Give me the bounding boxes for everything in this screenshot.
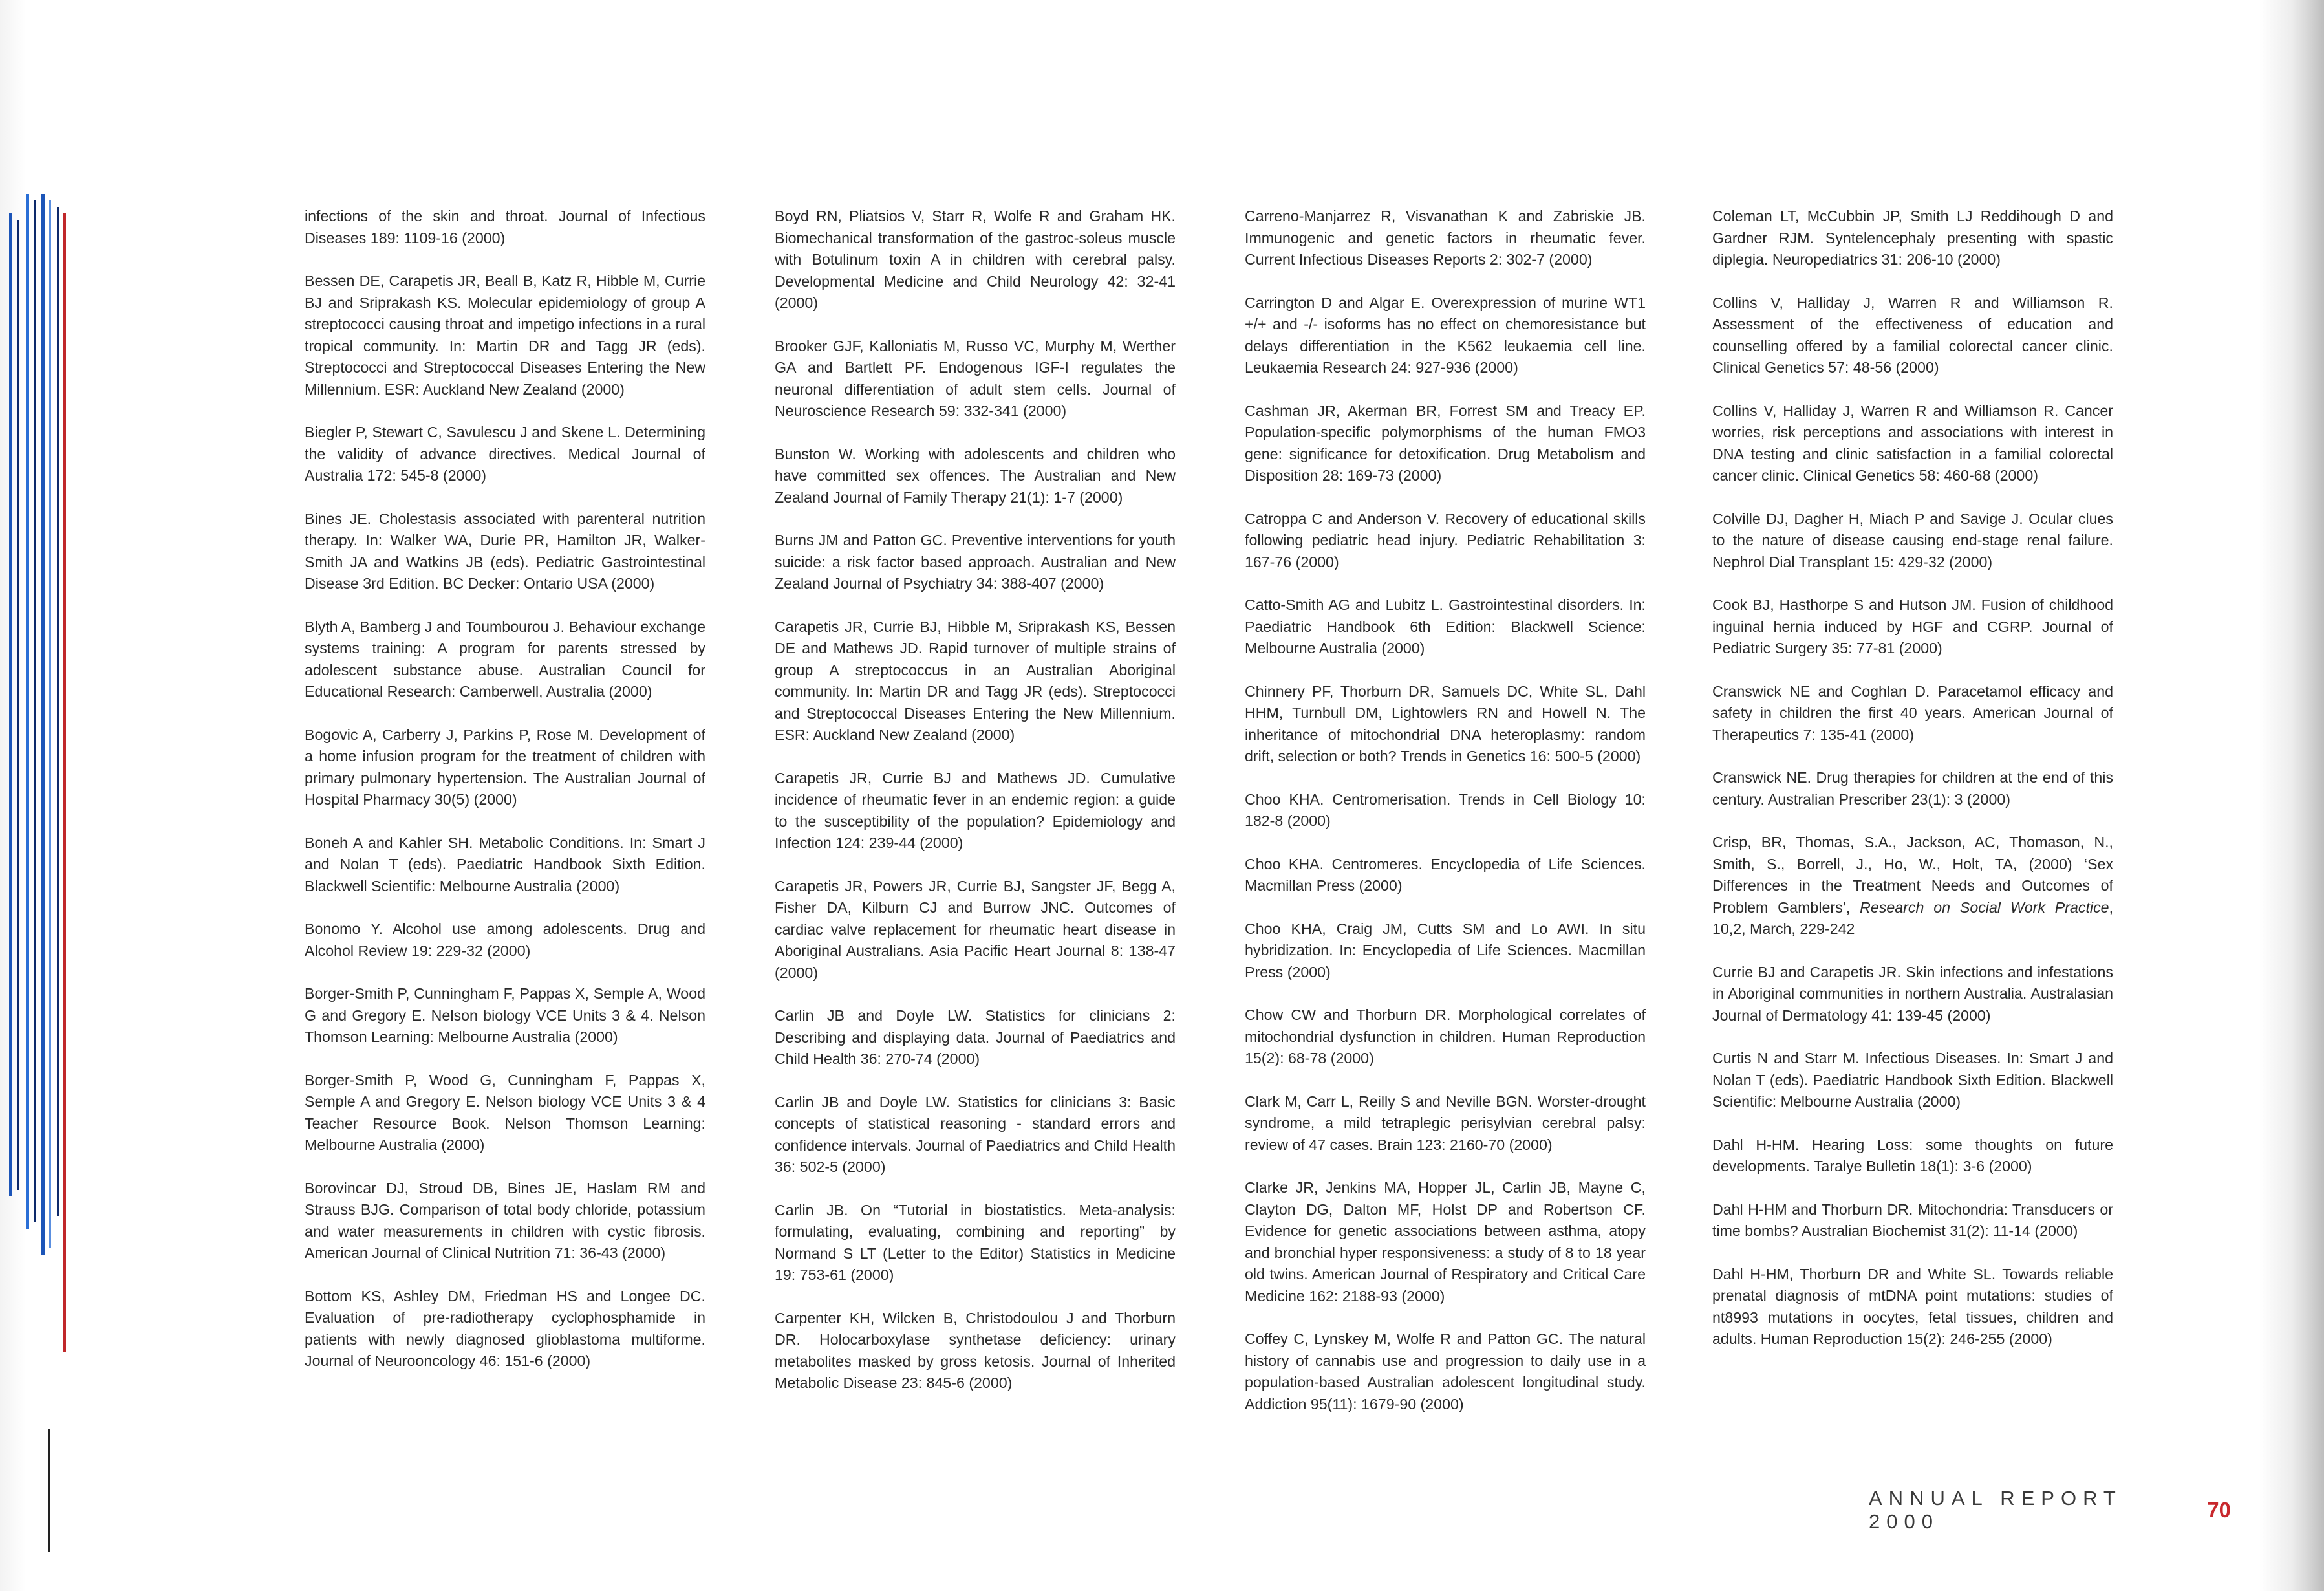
reference-entry: Carlin JB and Doyle LW. Statistics for clinicians 2: Describing and displaying data. Journal of Paediatrics and Child Health 36: 270-74 (2000) xyxy=(775,1007,1176,1067)
reference-entry: infections of the skin and throat. Journal of Infectious Diseases 189: 1109-16 (2000) xyxy=(305,208,705,246)
reference-entry: Bunston W. Working with adolescents and children who have committed sex offences. The Australian and New Zealand Journal of Family Therapy 21(1): 1-7 (2000) xyxy=(775,445,1176,506)
binding-stripe xyxy=(48,1429,50,1552)
reference-entry: Choo KHA, Craig JM, Cutts SM and Lo AWI. In situ hybridization. In: Encyclopedia of Life Sciences. Macmillan Press (2000) xyxy=(1245,920,1646,980)
references-column-4 xyxy=(1712,206,2113,1372)
reference-text: Crisp, BR, Thomas, S.A., Jackson, AC, Thomason, N., Smith, S., Borrell, J., Ho, W., Holt, TA, (2000) ‘Sex Differences in the Treatment Needs and Outcomes of Problem Gamblers’, xyxy=(1712,834,2113,916)
reference-entry: Collins V, Halliday J, Warren R and Williamson R. Assessment of the effectiveness of education and counselling offered by a familial colorectal cancer clinic. Clinical Genetics 57: 48-56 (2000) xyxy=(1712,294,2113,376)
binding-stripe xyxy=(49,200,51,1248)
binding-edge xyxy=(0,0,71,1591)
reference-entry: Burns JM and Patton GC. Preventive interventions for youth suicide: a risk factor based approach. Australian and New Zealand Journal of Psychiatry 34: 388-407 (2000) xyxy=(775,532,1176,592)
reference-entry: Borger-Smith P, Cunningham F, Pappas X, Semple A, Wood G and Gregory E. Nelson biology VCE Units 3 & 4. Nelson Thomson Learning: Melbourne Australia (2000) xyxy=(305,985,705,1045)
reference-entry: Cranswick NE. Drug therapies for children at the end of this century. Australian Prescriber 23(1): 3 (2000) xyxy=(1712,769,2113,808)
page-footer xyxy=(1869,1488,2231,1533)
binding-stripe xyxy=(63,213,66,1352)
binding-stripe xyxy=(26,194,29,1229)
references-column-3 xyxy=(1245,206,1646,1436)
reference-entry xyxy=(1712,832,2113,940)
reference-entry: Bessen DE, Carapetis JR, Beall B, Katz R, Hibble M, Currie BJ and Sriprakash KS. Molecular epidemiology of group A streptococci causing throat and impetigo infections in a rural tropical community. In: Martin DR and Tagg JR (eds). Streptococci and Streptococcal Diseases Entering the New Millennium. ESR: Auckland New Zealand (2000) xyxy=(305,272,705,398)
reference-entry: Bogovic A, Carberry J, Parkins P, Rose M. Development of a home infusion program for the treatment of children with primary pulmonary hypertension. The Australian Journal of Hospital Pharmacy 30(5) (2000) xyxy=(305,726,705,808)
reference-entry: Choo KHA. Centromeres. Encyclopedia of Life Sciences. Macmillan Press (2000) xyxy=(1245,855,1646,894)
reference-entry: Borger-Smith P, Wood G, Cunningham F, Pappas X, Semple A and Gregory E. Nelson biology VCE Units 3 & 4 Teacher Resource Book. Nelson Thomson Learning: Melbourne Australia (2000) xyxy=(305,1071,705,1153)
reference-entry: Carreno-Manjarrez R, Visvanathan K and Zabriskie JB. Immunogenic and genetic factors in rheumatic fever. Current Infectious Diseases Reports 2: 302-7 (2000) xyxy=(1245,208,1646,268)
binding-stripe xyxy=(41,194,45,1255)
binding-stripe xyxy=(57,207,59,1216)
reference-entry: Bottom KS, Ashley DM, Friedman HS and Longee DC. Evaluation of pre-radiotherapy cyclophosphamide in patients with newly diagnosed glioblastoma multiforme. Journal of Neurooncology 46: 151-6 (2000) xyxy=(305,1287,705,1369)
binding-stripe xyxy=(9,213,12,1196)
journal-title: Research on Social Work Practice xyxy=(1860,898,2109,916)
reference-entry: Bonomo Y. Alcohol use among adolescents. Drug and Alcohol Review 19: 229-32 (2000) xyxy=(305,920,705,959)
binding-stripe xyxy=(34,200,36,1222)
reference-entry: Carapetis JR, Currie BJ and Mathews JD. Cumulative incidence of rheumatic fever in an endemic region: a guide to the susceptibility of the population? Epidemiology and Infection 124: 239-44 (2000) xyxy=(775,769,1176,851)
reference-entry: Carlin JB and Doyle LW. Statistics for clinicians 3: Basic concepts of statistical reasoning - standard errors and confidence intervals. Journal of Paediatrics and Child Health 36: 502-5 (2000) xyxy=(775,1093,1176,1175)
reference-entry: Collins V, Halliday J, Warren R and Williamson R. Cancer worries, risk perceptions and associations with interest in DNA testing and clinic satisfaction in a familial colorectal cancer clinic. Clinical Genetics 58: 460-68 (2000) xyxy=(1712,402,2113,484)
reference-entry: Carapetis JR, Currie BJ, Hibble M, Sriprakash KS, Bessen DE and Mathews JD. Rapid turnover of multiple strains of group A streptococcus in an Australian Aboriginal community. In: Martin DR and Tagg JR (eds). Streptococci and Streptococcal Diseases Entering the New Millennium. ESR: Auckland New Zealand (2000) xyxy=(775,618,1176,743)
binding-shadow xyxy=(0,0,26,1591)
reference-tail: , 10,2, March, 229-242 xyxy=(1712,898,2114,937)
reference-entry: Blyth A, Bamberg J and Toumbourou J. Behaviour exchange systems training: A program for parents stressed by adolescent substance abuse. Australian Council for Educational Research: Camberwell, Australia (2000) xyxy=(305,618,705,700)
references-column-1 xyxy=(305,206,705,1394)
reference-entry: Clarke JR, Jenkins MA, Hopper JL, Carlin JB, Mayne C, Clayton DG, Dalton MF, Holst DP and Robertson CF. Evidence for genetic associations between asthma, atopy and bronchial hyper responsiveness: a study of 8 to 18 year old twins. American Journal of Respiratory and Critical Care Medicine 162: 2188-93 (2000) xyxy=(1245,1179,1646,1304)
reference-entry: Colville DJ, Dagher H, Miach P and Savige J. Ocular clues to the nature of disease causing end-stage renal failure. Nephrol Dial Transplant 15: 429-32 (2000) xyxy=(1712,510,2113,570)
reference-entry: Carpenter KH, Wilcken B, Christodoulou J and Thorburn DR. Holocarboxylase synthetase deficiency: urinary metabolites masked by gross ketosis. Journal of Inherited Metabolic Disease 23: 845-6 (2000) xyxy=(775,1309,1176,1391)
footer-title: ANNUAL REPORT 2000 xyxy=(1869,1487,2122,1533)
page-edge-shadow xyxy=(2259,0,2324,1591)
reference-entry: Boneh A and Kahler SH. Metabolic Conditions. In: Smart J and Nolan T (eds). Paediatric Handbook Sixth Edition. Blackwell Scientific: Melbourne Australia (2000) xyxy=(305,834,705,894)
reference-entry: Carlin JB. On “Tutorial in biostatistics. Meta-analysis: formulating, evaluating, combining and reporting” by Normand S LT (Letter to the Editor) Statistics in Medicine 19: 753-61 (2000) xyxy=(775,1201,1176,1283)
reference-entry: Catto-Smith AG and Lubitz L. Gastrointestinal disorders. In: Paediatric Handbook 6th Edition: Blackwell Science: Melbourne Australia (2000) xyxy=(1245,596,1646,656)
reference-entry: Currie BJ and Carapetis JR. Skin infections and infestations in Aboriginal communities in northern Australia. Australasian Journal of Dermatology 41: 139-45 (2000) xyxy=(1712,963,2113,1024)
reference-entry: Boyd RN, Pliatsios V, Starr R, Wolfe R and Graham HK. Biomechanical transformation of the gastroc-soleus muscle with Botulinum toxin A in children with cerebral palsy. Developmental Medicine and Child Neurology 42: 32-41 (2000) xyxy=(775,208,1176,311)
references-column-2 xyxy=(775,206,1176,1416)
reference-entry: Chow CW and Thorburn DR. Morphological correlates of mitochondrial dysfunction in children. Human Reproduction 15(2): 68-78 (2000) xyxy=(1245,1006,1646,1066)
reference-entry: Catroppa C and Anderson V. Recovery of educational skills following pediatric head injury. Pediatric Rehabilitation 3: 167-76 (2000) xyxy=(1245,510,1646,570)
reference-entry: Biegler P, Stewart C, Savulescu J and Skene L. Determining the validity of advance directives. Medical Journal of Australia 172: 545-8 (2000) xyxy=(305,424,705,484)
page-number: 70 xyxy=(2207,1498,2231,1522)
reference-entry: Coleman LT, McCubbin JP, Smith LJ Reddihough D and Gardner RJM. Syntelencephaly presenting with spastic diplegia. Neuropediatrics 31: 206-10 (2000) xyxy=(1712,208,2113,268)
reference-entry: Curtis N and Starr M. Infectious Diseases. In: Smart J and Nolan T (eds). Paediatric Handbook Sixth Edition. Blackwell Scientific: Melbourne Australia (2000) xyxy=(1712,1050,2113,1110)
reference-entry: Cashman JR, Akerman BR, Forrest SM and Treacy EP. Population-specific polymorphisms of the human FMO3 gene: significance for detoxification. Drug Metabolism and Disposition 28: 169-73 (2000) xyxy=(1245,402,1646,484)
reference-entry: Cranswick NE and Coghlan D. Paracetamol efficacy and safety in children the first 40 years. American Journal of Therapeutics 7: 135-41 (2000) xyxy=(1712,682,2113,743)
reference-entry: Cook BJ, Hasthorpe S and Hutson JM. Fusion of childhood inguinal hernia induced by HGF and CGRP. Journal of Pediatric Surgery 35: 77-81 (2000) xyxy=(1712,596,2113,656)
reference-entry: Carrington D and Algar E. Overexpression of murine WT1 +/+ and -/- isoforms has no effect on chemoresistance but delays differentiation in the K562 leukaemia cell line. Leukaemia Research 24: 927-936 (2000) xyxy=(1245,294,1646,376)
reference-entry: Brooker GJF, Kalloniatis M, Russo VC, Murphy M, Werther GA and Bartlett PF. Endogenous IGF-I regulates the neuronal differentiation of adult stem cells. Journal of Neuroscience Research 59: 332-341 (2000) xyxy=(775,337,1176,419)
reference-entry: Bines JE. Cholestasis associated with parenteral nutrition therapy. In: Walker WA, Durie PR, Hamilton JR, Walker-Smith JA and Watkins JB (eds). Pediatric Gastrointestinal Disease 3rd Edition. BC Decker: Ontario USA (2000) xyxy=(305,510,705,592)
reference-entry: Borovincar DJ, Stroud DB, Bines JE, Haslam RM and Strauss BJG. Comparison of total body chloride, potassium and water measurements in children with cystic fibrosis. American Journal of Clinical Nutrition 71: 36-43 (2000) xyxy=(305,1179,705,1261)
reference-entry: Clark M, Carr L, Reilly S and Neville BGN. Worster-drought syndrome, a mild tetraplegic perisylvian cerebral palsy: review of 47 cases. Brain 123: 2160-70 (2000) xyxy=(1245,1092,1646,1153)
reference-entry: Coffey C, Lynskey M, Wolfe R and Patton GC. The natural history of cannabis use and progression to daily use in a population-based Australian adolescent longitudinal study. Addiction 95(11): 1679-90 (2000) xyxy=(1245,1330,1646,1412)
reference-entry: Dahl H-HM, Thorburn DR and White SL. Towards reliable prenatal diagnosis of mtDNA point mutations: studies of nt8993 mutations in oocytes, fetal tissues, children and adults. Human Reproduction 15(2): 246-255 (2000) xyxy=(1712,1265,2113,1347)
reference-entry: Choo KHA. Centromerisation. Trends in Cell Biology 10: 182-8 (2000) xyxy=(1245,790,1646,829)
reference-entry: Chinnery PF, Thorburn DR, Samuels DC, White SL, Dahl HHM, Turnbull DM, Lightowlers RN and Howell N. The inheritance of mitochondrial DNA heteroplasmy: random drift, selection or both? Trends in Genetics 16: 500-5 (2000) xyxy=(1245,682,1646,764)
reference-entry: Carapetis JR, Powers JR, Currie BJ, Sangster JF, Begg A, Fisher DA, Kilburn CJ and Burrow JNC. Outcomes of cardiac valve replacement for rheumatic heart disease in Aboriginal Australians. Asia Pacific Heart Journal 8: 138-47 (2000) xyxy=(775,877,1176,981)
binding-stripe xyxy=(17,220,19,1190)
reference-entry: Dahl H-HM. Hearing Loss: some thoughts on future developments. Taralye Bulletin 18(1): 3-6 (2000) xyxy=(1712,1136,2113,1174)
reference-entry: Dahl H-HM and Thorburn DR. Mitochondria: Transducers or time bombs? Australian Biochemist 31(2): 11-14 (2000) xyxy=(1712,1200,2113,1239)
